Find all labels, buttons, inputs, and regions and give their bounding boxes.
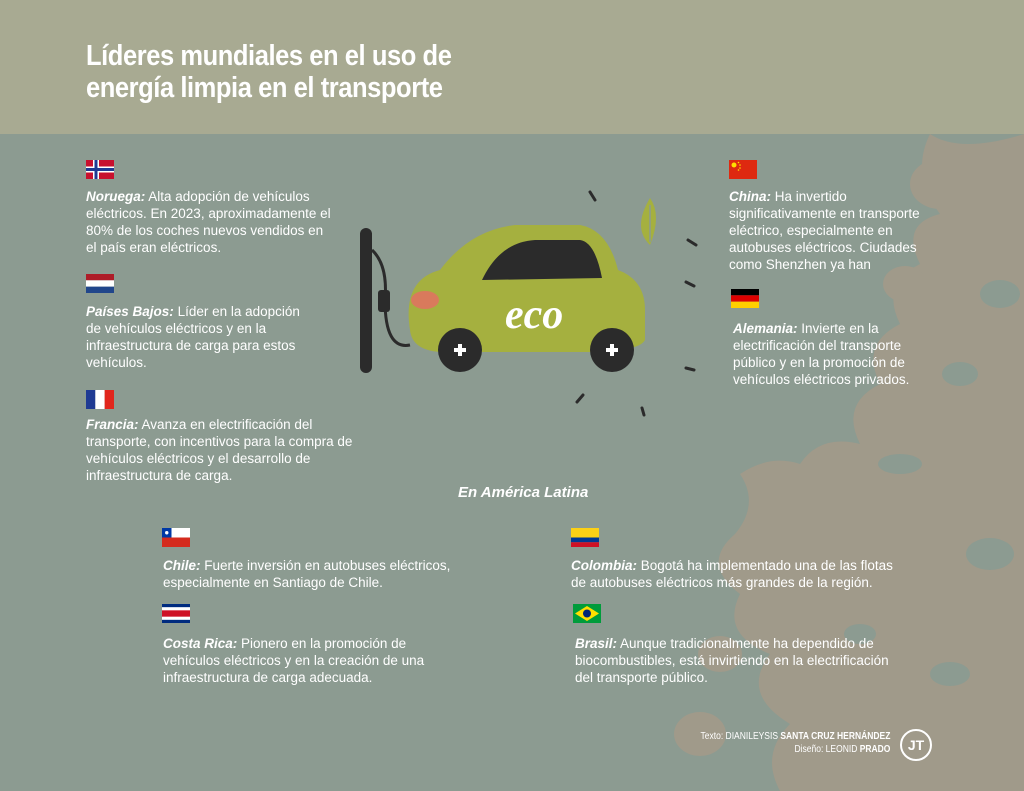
colombia-flag: [571, 528, 599, 547]
country-item-netherlands: Países Bajos: Líder en la adopción de vehículos eléctricos y en la infraestructura de carga para estos vehículos.: [86, 304, 300, 370]
title-line-2: energía limpia en el transporte: [86, 72, 443, 104]
credit-design: Diseño: LEONID PRADO: [794, 744, 890, 755]
charger-cable: [372, 250, 410, 345]
netherlands-flag: [86, 274, 114, 293]
title-line-1: Líderes mundiales en el uso de: [86, 40, 452, 72]
france-flag: [86, 390, 114, 409]
credit-text: Texto: DIANILEYSIS SANTA CRUZ HERNÁNDEZ: [700, 731, 890, 742]
country-item-france: Francia: Avanza en electrificación del transporte, con incentivos para la compra de vehículos eléctricos y el desarrollo de infraestructura de carga.: [86, 417, 353, 483]
country-item-china: China: Ha invertido significativamente en transporte eléctrico, especialmente en autobuses eléctricos. Ciudades como Shenzhen ya han: [729, 189, 920, 272]
header-band: [0, 0, 1024, 134]
china-flag: [729, 160, 757, 179]
jt-logo: JT: [900, 729, 932, 761]
country-item-chile: Chile: Fuerte inversión en autobuses eléctricos, especialmente en Santiago de Chile.: [163, 558, 451, 590]
page-title: [86, 40, 451, 104]
country-item-brazil: Brasil: Aunque tradicionalmente ha dependido de biocombustibles, está invirtiendo en la electrificación del transporte público.: [575, 636, 889, 685]
electric-car-illustration: [340, 170, 700, 420]
country-item-costa-rica: Costa Rica: Pionero en la promoción de vehículos eléctricos y en la creación de una infraestructura de carga adecuada.: [163, 636, 425, 685]
germany-flag: [731, 289, 759, 308]
country-item-germany: Alemania: Invierte en la electrificación del transporte público y en la promoción de vehículos eléctricos privados.: [733, 321, 910, 387]
norway-flag: [86, 160, 114, 179]
car-eco-text: eco: [505, 292, 564, 338]
chile-flag: [162, 528, 190, 547]
credits: [700, 730, 890, 756]
charger-post: [360, 228, 372, 373]
brazil-flag: [573, 604, 601, 623]
latam-heading: En América Latina: [458, 484, 589, 501]
car-headlight: [411, 291, 439, 309]
country-item-norway: Noruega: Alta adopción de vehículos eléctricos. En 2023, aproximadamente el 80% de los coches nuevos vendidos en el país eran eléctricos.: [86, 189, 331, 255]
leaf-icon: [641, 198, 656, 245]
costa-rica-flag: [162, 604, 190, 623]
country-item-colombia: Colombia: Bogotá ha implementado una de las flotas de autobuses eléctricos más grandes de la región.: [571, 558, 893, 590]
